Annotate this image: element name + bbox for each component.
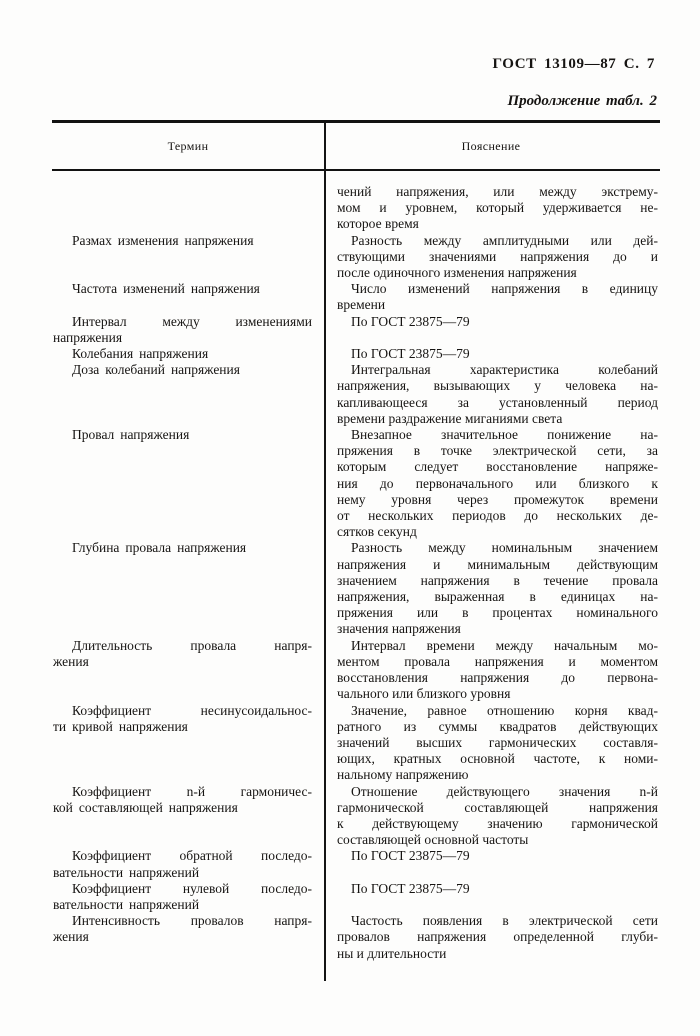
table-row: [52, 346, 660, 362]
table-row: [52, 638, 660, 703]
text-line: ти кривой напряжения: [53, 718, 188, 734]
table-body: [52, 171, 660, 976]
table-row: [52, 703, 660, 784]
explanation-cell: [326, 703, 660, 784]
table-continuation-caption: Продолжение табл. 2: [507, 93, 657, 109]
text-line: капливающееся за установленный период: [337, 394, 658, 410]
text-line: ны и длительности: [337, 945, 447, 961]
term-cell: [52, 784, 326, 849]
text-line: пряжения в точке электрической сети, за: [337, 443, 658, 459]
term-cell: [52, 848, 326, 880]
text-line: Колебания напряжения: [72, 346, 209, 362]
table-header-row: [52, 123, 660, 171]
text-line: Интенсивность провалов напря-: [72, 913, 312, 929]
term-cell: [52, 233, 326, 282]
explanation-cell: [326, 540, 660, 637]
text-line: Размах изменения напряжения: [72, 232, 254, 248]
table-row: [52, 184, 660, 233]
text-line: времени: [337, 297, 386, 313]
column-header-term: Термин: [167, 138, 209, 153]
text-line: ния до первоначального или близкого к: [337, 475, 658, 491]
text-line: Коэффициент нулевой последо-: [72, 880, 312, 896]
term-cell: [52, 881, 326, 913]
table-row: [52, 362, 660, 427]
text-line: времени раздражение миганиями света: [337, 410, 563, 426]
term-cell: [52, 346, 326, 362]
text-line: напряжения, выраженная в единицах на-: [337, 589, 658, 605]
text-line: после одиночного изменения напряжения: [337, 265, 577, 281]
explanation-cell: [326, 184, 660, 233]
text-line: жения: [53, 929, 89, 945]
text-line: Число изменений напряжения в единицу: [351, 281, 658, 297]
term-cell: [52, 913, 326, 962]
text-line: провалов напряжения определенной глуби-: [337, 929, 658, 945]
table-row: [52, 233, 660, 282]
text-line: чального или близкого уровня: [337, 686, 511, 702]
text-line: ментом провала напряжения и моментом: [337, 653, 658, 669]
term-cell: [52, 703, 326, 784]
text-line: нему уровня через промежуток времени: [337, 491, 658, 507]
table-row: [52, 848, 660, 880]
term-cell: [52, 638, 326, 703]
explanation-cell: [326, 346, 660, 362]
text-line: значением напряжения в течение провала: [337, 572, 658, 588]
term-cell: [52, 281, 326, 313]
explanation-cell: [326, 913, 660, 962]
text-line: мом и уровнем, который удерживается не-: [337, 200, 658, 216]
text-line: Коэффициент n-й гармоничес-: [72, 783, 312, 799]
explanation-cell: [326, 233, 660, 282]
table-row: [52, 281, 660, 313]
text-line: которое время: [337, 216, 419, 232]
text-line: Провал напряжения: [72, 427, 190, 443]
text-line: значений высших гармонических составля-: [337, 734, 658, 750]
text-line: Интервал времени между начальным мо-: [351, 637, 658, 653]
text-line: значения напряжения: [337, 621, 461, 637]
explanation-cell: [326, 638, 660, 703]
text-line: По ГОСТ 23875—79: [351, 880, 470, 896]
explanation-cell: [326, 848, 660, 880]
column-header-explanation: Пояснение: [461, 138, 521, 153]
text-line: Коэффициент обратной последо-: [72, 848, 312, 864]
text-line: составляющей основной частоты: [337, 832, 529, 848]
table-row: [52, 913, 660, 962]
text-line: восстановления напряжения до первона-: [337, 670, 658, 686]
page-header-gost-ref: ГОСТ 13109—87 С. 7: [492, 56, 655, 72]
explanation-cell: [326, 427, 660, 540]
text-line: Глубина провала напряжения: [72, 540, 247, 556]
table-row: [52, 314, 660, 346]
text-line: вательности напряжений: [53, 864, 200, 880]
term-cell: [52, 184, 326, 233]
column-divider-rule: [324, 123, 326, 981]
text-line: жения: [53, 653, 89, 669]
explanation-cell: [326, 314, 660, 346]
table-row: [52, 540, 660, 637]
text-line: ющих, кратных основной частоте, к номи-: [337, 751, 658, 767]
text-line: Интервал между изменениями: [72, 313, 312, 329]
term-cell: [52, 362, 326, 427]
text-line: напряжения, вызывающих у человека на-: [337, 378, 658, 394]
table-row: [52, 784, 660, 849]
terms-table: [52, 120, 660, 976]
explanation-cell: [326, 784, 660, 849]
text-line: напряжения и минимальным действующим: [337, 556, 658, 572]
text-line: По ГОСТ 23875—79: [351, 848, 470, 864]
text-line: Отношение действующего значения n-й: [351, 783, 658, 799]
text-line: Коэффициент несинусоидальнос-: [72, 702, 312, 718]
text-line: Внезапное значительное понижение на-: [351, 427, 658, 443]
text-line: от нескольких периодов до нескольких де-: [337, 508, 658, 524]
text-line: нальному напряжению: [337, 767, 469, 783]
explanation-cell: [326, 881, 660, 913]
text-line: Длительность провала напря-: [72, 637, 312, 653]
text-line: пряжения или в процентах номинального: [337, 605, 658, 621]
explanation-cell: [326, 281, 660, 313]
table-row: [52, 881, 660, 913]
term-cell: [52, 540, 326, 637]
text-line: гармонической составляющей напряжения: [337, 799, 658, 815]
text-line: Разность между номинальным значением: [351, 540, 658, 556]
text-line: ратного из суммы квадратов действующих: [337, 718, 658, 734]
explanation-cell: [326, 362, 660, 427]
term-cell: [52, 314, 326, 346]
text-line: Частость появления в электрической сети: [351, 913, 658, 929]
text-line: По ГОСТ 23875—79: [351, 346, 470, 362]
text-line: Частота изменений напряжения: [72, 281, 260, 297]
text-line: чений напряжения, или между экстрему-: [337, 184, 658, 199]
table-row: [52, 427, 660, 540]
text-line: кой составляющей напряжения: [53, 799, 238, 815]
term-cell: [52, 427, 326, 540]
text-line: сятков секунд: [337, 524, 417, 540]
text-line: вательности напряжений: [53, 896, 200, 912]
text-line: По ГОСТ 23875—79: [351, 313, 470, 329]
text-line: напряжения: [53, 329, 123, 345]
text-line: к действующему значению гармонической: [337, 815, 658, 831]
text-line: Значение, равное отношению корня квад-: [351, 702, 658, 718]
text-line: ствующими значениями напряжения до и: [337, 248, 658, 264]
text-line: которым следует восстановление напряже-: [337, 459, 658, 475]
text-line: Интегральная характеристика колебаний: [351, 362, 658, 378]
text-line: Разность между амплитудными или дей-: [351, 232, 658, 248]
text-line: Доза колебаний напряжения: [72, 362, 240, 378]
